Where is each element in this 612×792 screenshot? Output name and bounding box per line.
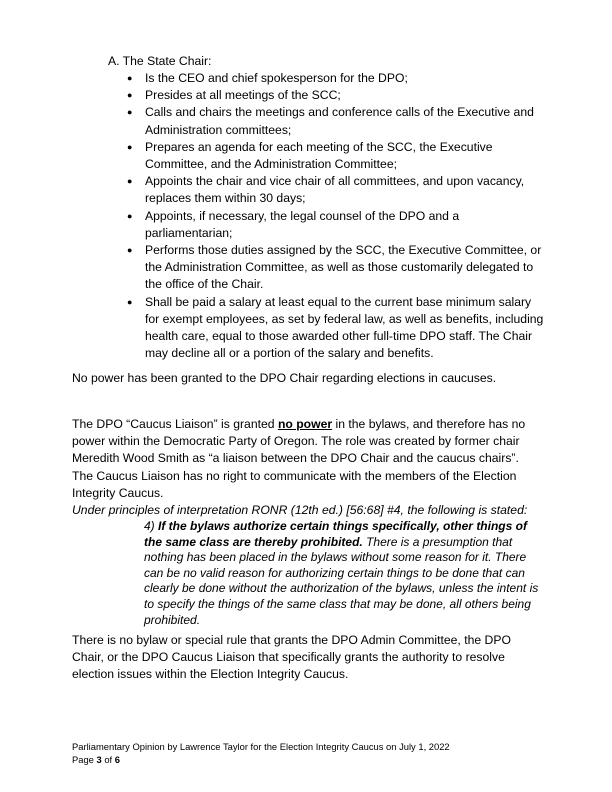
page-total: 6 bbox=[114, 754, 120, 765]
page-label: Page bbox=[72, 754, 97, 765]
list-item: ● Prepares an agenda for each meeting of the SCC, the Executive Committee, and the Administration Committee; bbox=[127, 139, 547, 173]
quote-lead: If the bylaws authorize certain things specifically, other things of the same class are thereby prohibited. bbox=[144, 519, 527, 549]
list-item: ● Calls and chairs the meetings and conference calls of the Executive and Administration committees; bbox=[127, 104, 547, 138]
liaison-text-after: in the bylaws, and therefore has no power within the Democratic Party of Oregon. The role was created by former chair Meredith Wood Smith as “a liaison between the DPO Chair and the caucus chairs”. The Caucus Liaison has no right to communicate with the members of the Election Integrity Caucus. bbox=[72, 417, 526, 500]
caucus-liaison-paragraph bbox=[72, 416, 542, 502]
quote-body: There is a presumption that nothing has been placed in the bylaws without some reason for it. There can be no valid reason for authorizing certain things to be done that can clearly be done without the authorization of the bylaws, unless the intent is to specify the things of the same class that may be done, all others being prohibited. bbox=[144, 534, 539, 627]
list-item: ● Appoints, if necessary, the legal counsel of the DPO and a parliamentarian; bbox=[127, 208, 547, 242]
list-item: ● Is the CEO and chief spokesperson for the DPO; bbox=[127, 70, 547, 87]
ronr-quote bbox=[144, 519, 539, 628]
page-current: 3 bbox=[96, 754, 102, 765]
no-bylaw-paragraph: There is no bylaw or special rule that grants the DPO Admin Committee, the DPO Chair, or the DPO Caucus Liaison that specifically grants the authority to resolve election issues within the Election Integrity Caucus. bbox=[72, 633, 511, 682]
no-power-emphasis: no power bbox=[277, 417, 333, 431]
of-label: of bbox=[101, 754, 115, 765]
quote-number: 4) bbox=[144, 519, 159, 533]
chair-duties-list bbox=[127, 70, 547, 362]
list-item: ● Presides at all meetings of the SCC; bbox=[127, 87, 547, 104]
section-heading: A. The State Chair: bbox=[108, 54, 212, 68]
list-item: ● Performs those duties assigned by the SCC, the Executive Committee, or the Administration Committee, as well as those customarily delegated to the office of the Chair. bbox=[127, 242, 547, 294]
footer-attribution: Parliamentary Opinion by Lawrence Taylor for the Election Integrity Caucus on July 1, 2022 bbox=[72, 741, 450, 752]
page-number bbox=[72, 753, 450, 766]
list-item: ● Appoints the chair and vice chair of all committees, and upon vacancy, replaces them within 30 days; bbox=[127, 173, 547, 207]
no-power-paragraph: No power has been granted to the DPO Chair regarding elections in caucuses. bbox=[72, 371, 497, 385]
liaison-text-before: The DPO “Caucus Liaison” is granted bbox=[72, 417, 278, 431]
quote-intro: Under principles of interpretation RONR (12th ed.) [56:68] #4, the following is stated: bbox=[72, 503, 528, 517]
page-footer bbox=[72, 740, 450, 766]
list-item: ● Shall be paid a salary at least equal to the current base minimum salary for exempt employees, as set by federal law, as well as benefits, including health care, equal to those awarded other full-time DPO staff. The Chair may decline all or a portion of the salary and benefits. bbox=[127, 294, 547, 363]
